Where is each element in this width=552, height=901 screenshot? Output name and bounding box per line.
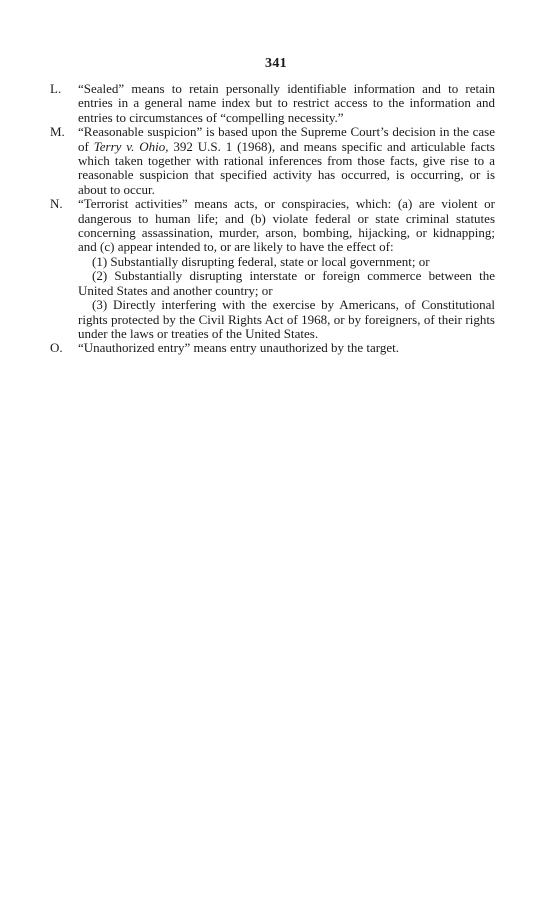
definition-letter: L. <box>50 81 62 96</box>
definition-o <box>50 341 495 355</box>
case-citation: Terry v. Ohio, <box>93 138 169 154</box>
definition-text: “Terrorist activities” means acts, or conspiracies, which: (a) are violent or dangerous to human life; and (b) violate federal or state criminal statutes concerning assassination, murder, arson, bombing, hijacking, or kidnapping; and (c) appear intended to, or are likely to have the effect of: <box>78 196 495 255</box>
definition-text-part: “Reasonable suspicion” is based upon the Supreme Court’s decision in the case of <box>78 124 495 154</box>
subitem-3: (3) Directly interfering with the exercise by Americans, of Constitutional rights protected by the Civil Rights Act of 1968, or by foreigners, of their rights under the laws or treaties of the United States. <box>78 297 495 341</box>
definition-letter: M. <box>50 124 65 140</box>
definition-text-part: 392 U.S. 1 (1968), and means specific and articulable facts which taken together with rational inferences from those facts, give rise to a reasonable suspicion that specified activity has occurred, is occurring, or is about to occur. <box>78 138 495 197</box>
definitions-list <box>50 82 495 356</box>
definition-text: “Sealed” means to retain personally identifiable information and to retain entries in a general name index but to restrict access to the information and entries to circumstances of “compelling necessity.” <box>78 81 495 125</box>
definition-text: “Unauthorized entry” means entry unauthorized by the target. <box>78 340 400 356</box>
subitem-1: (1) Substantially disrupting federal, state or local government; or <box>92 253 430 269</box>
page-number: 341 <box>265 56 287 71</box>
definition-letter: O. <box>50 340 63 356</box>
definition-letter: N. <box>50 196 63 212</box>
subitem-2: (2) Substantially disrupting interstate or foreign commerce between the United States and another country; or <box>78 268 495 298</box>
definition-m <box>50 125 495 197</box>
definition-n <box>50 197 495 341</box>
definition-l <box>50 82 495 125</box>
definition-text <box>78 125 495 197</box>
